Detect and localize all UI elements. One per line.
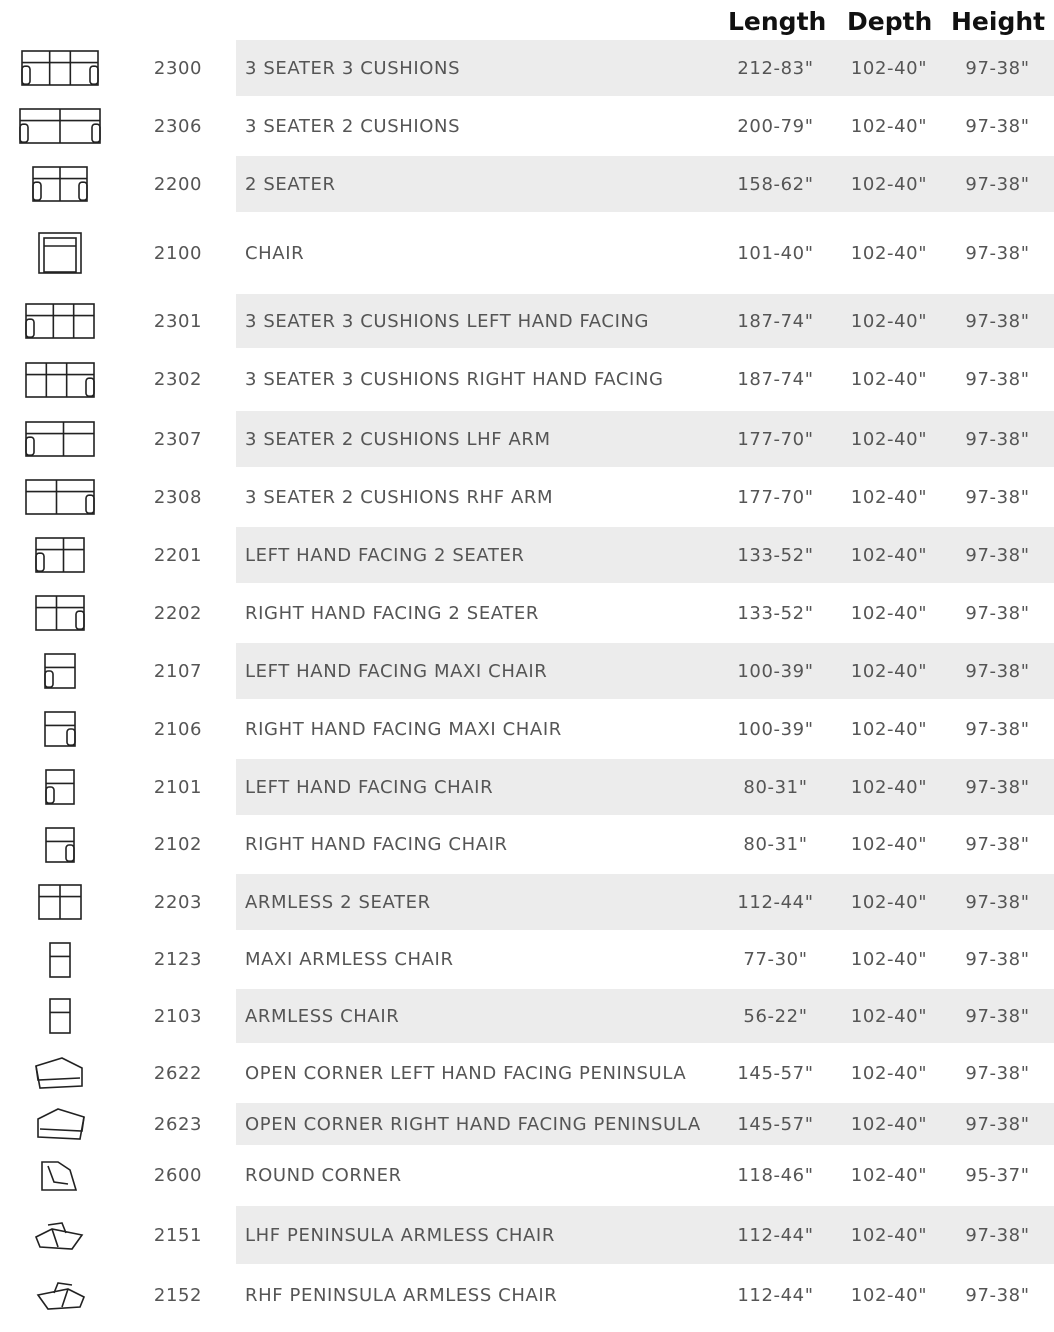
table-row: [0, 527, 1054, 583]
product-code: 2306: [153, 115, 203, 137]
length-value: 177-70": [737, 428, 814, 450]
depth-value: 102-40": [850, 1165, 928, 1186]
table-row: [0, 932, 1054, 987]
three-seater-two-cushions-rhf-icon: [0, 469, 120, 525]
depth-value: 102-40": [850, 310, 928, 332]
product-code: 2200: [153, 173, 203, 195]
height-value: 97-38": [965, 1113, 1030, 1135]
armless-chair-icon: [0, 989, 120, 1043]
length-value: 100-39": [737, 660, 814, 682]
depth-value: 102-40": [850, 544, 928, 566]
product-code: 2100: [153, 242, 203, 264]
product-code: 2103: [153, 1005, 203, 1027]
table-row: [0, 585, 1054, 641]
product-code: 2201: [153, 544, 203, 566]
product-description: 3 SEATER 3 CUSHIONS: [245, 57, 461, 79]
lhf-chair-icon: [0, 759, 120, 815]
height-value: 97-38": [965, 369, 1030, 390]
height-value: 97-38": [965, 1062, 1030, 1084]
round-corner-icon: [0, 1147, 120, 1204]
product-description: RIGHT HAND FACING MAXI CHAIR: [245, 718, 562, 740]
lhf-peninsula-armless-chair-icon: [0, 1206, 120, 1264]
depth-value: 102-40": [850, 369, 928, 390]
length-value: 145-57": [737, 1113, 814, 1135]
length-value: 100-39": [737, 718, 814, 740]
rhf-peninsula-armless-chair-icon: [0, 1266, 120, 1324]
length-value: 112-44": [737, 1284, 814, 1306]
table-row: [0, 989, 1054, 1043]
product-description: LEFT HAND FACING MAXI CHAIR: [245, 660, 548, 682]
product-code: 2308: [153, 486, 203, 508]
height-value: 97-38": [965, 242, 1030, 264]
depth-value: 102-40": [850, 57, 928, 79]
table-row: [0, 294, 1054, 348]
product-description: ARMLESS 2 SEATER: [245, 891, 431, 913]
table-row: [0, 1045, 1054, 1101]
three-seater-two-cushions-lhf-icon: [0, 411, 120, 467]
height-value: 97-38": [965, 602, 1030, 624]
height-value: 97-38": [965, 1284, 1030, 1306]
three-seater-two-cushions-icon: [0, 98, 120, 154]
three-seater-three-cushions-lhf-icon: [0, 294, 120, 348]
height-value: 97-38": [965, 486, 1030, 508]
table-row: [0, 98, 1054, 154]
height-value: 97-38": [965, 428, 1030, 450]
height-value: 95-37": [965, 1165, 1030, 1186]
length-value: 80-31": [743, 834, 808, 855]
product-description: CHAIR: [245, 242, 305, 264]
product-description: RHF PENINSULA ARMLESS CHAIR: [245, 1284, 558, 1306]
product-code: 2152: [153, 1284, 203, 1306]
table-row: [0, 817, 1054, 872]
length-value: 80-31": [743, 776, 808, 798]
length-value: 118-46": [737, 1165, 814, 1186]
two-seater-icon: [0, 156, 120, 212]
table-row: [0, 40, 1054, 96]
height-value: 97-38": [965, 544, 1030, 566]
height-value: 97-38": [965, 891, 1030, 913]
open-corner-rhf-peninsula-icon: [0, 1103, 120, 1145]
product-description: MAXI ARMLESS CHAIR: [245, 949, 454, 970]
depth-value: 102-40": [850, 1284, 928, 1306]
length-value: 112-44": [737, 1224, 814, 1246]
depth-value: 102-40": [850, 660, 928, 682]
length-value: 187-74": [737, 369, 814, 390]
lhf-maxi-chair-icon: [0, 643, 120, 699]
depth-value: 102-40": [850, 1113, 928, 1135]
product-description: LEFT HAND FACING CHAIR: [245, 776, 494, 798]
product-description: LHF PENINSULA ARMLESS CHAIR: [245, 1224, 555, 1246]
product-code: 2301: [153, 310, 203, 332]
table-row: [0, 1266, 1054, 1324]
three-seater-three-cushions-rhf-icon: [0, 350, 120, 409]
product-code: 2151: [153, 1224, 203, 1246]
length-value: 212-83": [737, 57, 814, 79]
height-value: 97-38": [965, 1005, 1030, 1027]
product-code: 2106: [153, 718, 203, 740]
depth-value: 102-40": [850, 891, 928, 913]
height-value: 97-38": [965, 173, 1030, 195]
product-code: 2107: [153, 660, 203, 682]
three-seater-three-cushions-icon: [0, 40, 120, 96]
depth-value: 102-40": [850, 242, 928, 264]
table-row: [0, 701, 1054, 757]
length-header: Length: [728, 7, 827, 36]
depth-value: 102-40": [850, 115, 928, 137]
table-row: [0, 156, 1054, 212]
product-code: 2101: [153, 776, 203, 798]
table-row: [0, 214, 1054, 292]
open-corner-lhf-peninsula-icon: [0, 1045, 120, 1101]
depth-value: 102-40": [850, 428, 928, 450]
product-code: 2600: [153, 1165, 203, 1186]
table-row: [0, 1147, 1054, 1204]
product-code: 2307: [153, 428, 203, 450]
height-header: Height: [951, 7, 1046, 36]
depth-value: 102-40": [850, 718, 928, 740]
depth-value: 102-40": [850, 173, 928, 195]
product-description: 3 SEATER 2 CUSHIONS: [245, 115, 461, 137]
length-value: 187-74": [737, 310, 814, 332]
height-value: 97-38": [965, 57, 1030, 79]
chair-icon: [0, 214, 120, 292]
product-code: 2102: [153, 834, 203, 855]
height-value: 97-38": [965, 660, 1030, 682]
length-value: 101-40": [737, 242, 814, 264]
rhf-chair-icon: [0, 817, 120, 872]
maxi-armless-chair-icon: [0, 932, 120, 987]
product-description: LEFT HAND FACING 2 SEATER: [245, 544, 525, 566]
product-description: 3 SEATER 2 CUSHIONS LHF ARM: [245, 428, 551, 450]
product-code: 2622: [153, 1062, 203, 1084]
table-row: [0, 1103, 1054, 1145]
height-value: 97-38": [965, 834, 1030, 855]
length-value: 158-62": [737, 173, 814, 195]
height-value: 97-38": [965, 949, 1030, 970]
table-row: [0, 411, 1054, 467]
table-row: [0, 874, 1054, 930]
height-value: 97-38": [965, 310, 1030, 332]
height-value: 97-38": [965, 718, 1030, 740]
length-value: 133-52": [737, 544, 814, 566]
height-value: 97-38": [965, 776, 1030, 798]
depth-value: 102-40": [850, 1005, 928, 1027]
product-code: 2302: [153, 369, 203, 390]
depth-header: Depth: [847, 7, 933, 36]
length-value: 77-30": [743, 949, 808, 970]
height-value: 97-38": [965, 1224, 1030, 1246]
depth-value: 102-40": [850, 949, 928, 970]
depth-value: 102-40": [850, 834, 928, 855]
table-row: [0, 759, 1054, 815]
lhf-two-seater-icon: [0, 527, 120, 583]
table-row: [0, 1206, 1054, 1264]
depth-value: 102-40": [850, 1224, 928, 1246]
depth-value: 102-40": [850, 1062, 928, 1084]
product-code: 2300: [153, 57, 203, 79]
depth-value: 102-40": [850, 602, 928, 624]
height-value: 97-38": [965, 115, 1030, 137]
rhf-maxi-chair-icon: [0, 701, 120, 757]
rhf-two-seater-icon: [0, 585, 120, 641]
table-row: [0, 350, 1054, 409]
product-code: 2123: [153, 949, 203, 970]
product-description: 3 SEATER 2 CUSHIONS RHF ARM: [245, 486, 554, 508]
length-value: 145-57": [737, 1062, 814, 1084]
product-description: 3 SEATER 3 CUSHIONS RIGHT HAND FACING: [245, 369, 664, 390]
table-row: [0, 469, 1054, 525]
product-description: RIGHT HAND FACING CHAIR: [245, 834, 508, 855]
product-description: 3 SEATER 3 CUSHIONS LEFT HAND FACING: [245, 310, 650, 332]
product-description: OPEN CORNER RIGHT HAND FACING PENINSULA: [245, 1113, 701, 1135]
table-row: [0, 643, 1054, 699]
length-value: 200-79": [737, 115, 814, 137]
armless-two-seater-icon: [0, 874, 120, 930]
product-description: OPEN CORNER LEFT HAND FACING PENINSULA: [245, 1062, 687, 1084]
product-code: 2202: [153, 602, 203, 624]
depth-value: 102-40": [850, 486, 928, 508]
product-description: ARMLESS CHAIR: [245, 1005, 400, 1027]
length-value: 177-70": [737, 486, 814, 508]
depth-value: 102-40": [850, 776, 928, 798]
product-code: 2203: [153, 891, 203, 913]
product-description: ROUND CORNER: [245, 1165, 402, 1186]
length-value: 56-22": [743, 1005, 808, 1027]
length-value: 133-52": [737, 602, 814, 624]
product-description: RIGHT HAND FACING 2 SEATER: [245, 602, 539, 624]
product-description: 2 SEATER: [245, 173, 336, 195]
product-code: 2623: [153, 1113, 203, 1135]
length-value: 112-44": [737, 891, 814, 913]
